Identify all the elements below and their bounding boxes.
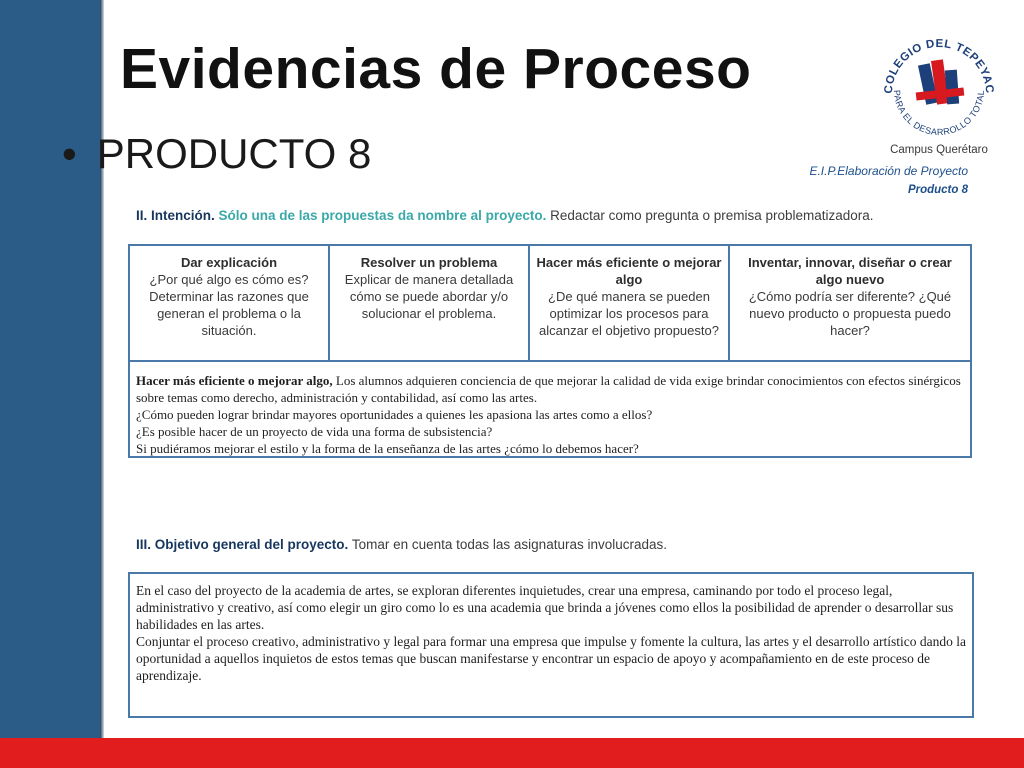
option-body: ¿Cómo podría ser diferente? ¿Qué nuevo producto o propuesta puedo hacer? <box>748 289 952 338</box>
bullet-item <box>62 130 371 178</box>
option-cell-improve <box>530 246 730 360</box>
side-band <box>0 0 100 738</box>
bottom-bar <box>0 738 1024 768</box>
option-body: Explicar de manera detallada cómo se puede abordar y/o solucionar el problema. <box>344 272 514 321</box>
campus-label: Campus Querétaro <box>890 144 988 156</box>
option-body: ¿De qué manera se pueden optimizar los procesos para alcanzar el objetivo propuesto? <box>539 289 719 338</box>
section-objective-instruction: Tomar en cuenta todas las asignaturas involucradas. <box>351 537 668 552</box>
option-cell-solve <box>330 246 530 360</box>
logo-emblem-icon <box>916 59 965 104</box>
option-heading: Dar explicación <box>180 255 278 270</box>
option-cell-explain <box>130 246 330 360</box>
section-intention-number: II. Intención. <box>136 208 215 223</box>
bullet-dot: • <box>62 130 77 177</box>
answer-lead: Hacer más eficiente o mejorar algo, <box>136 373 333 388</box>
project-name: E.I.P.Elaboración de Proyecto <box>809 164 968 178</box>
section-intention-heading <box>136 208 874 223</box>
section-objective-heading <box>136 537 667 552</box>
school-logo <box>878 28 1000 150</box>
bullet-text: PRODUCTO 8 <box>96 130 372 177</box>
option-body: ¿Por qué algo es cómo es? Determinar las razones que generan el problema o la situación. <box>149 272 309 338</box>
intention-options-row <box>130 246 970 362</box>
side-band-edge <box>100 0 104 738</box>
logo-name: COLEGIO DEL TEPEYAC <box>882 37 996 95</box>
intention-table <box>128 244 972 458</box>
answer-question: Si pudiéramos mejorar el estilo y la forma de la enseñanza de las artes ¿cómo lo debemos hacer? <box>136 441 639 456</box>
option-cell-invent <box>730 246 970 360</box>
option-heading: Inventar, innovar, diseñar o crear algo nuevo <box>748 255 952 287</box>
option-heading: Resolver un problema <box>360 255 498 270</box>
objective-box <box>128 572 974 718</box>
product-label: Producto 8 <box>907 184 968 196</box>
option-heading: Hacer más eficiente o mejorar algo <box>536 255 722 287</box>
section-intention-highlight: Sólo una de las propuestas da nombre al proyecto. <box>218 208 547 223</box>
answer-question: ¿Cómo pueden lograr brindar mayores oportunidades a quienes les apasiona las artes como a ellos? <box>136 407 653 422</box>
answer-text: Los alumnos adquieren conciencia de que mejorar la calidad de vida exige brindar conocimientos con efectos sinérgicos sobre temas como derecho, administración y contabilidad, así como las artes. <box>136 373 961 405</box>
section-objective-number: III. Objetivo general del proyecto. <box>136 537 349 552</box>
intention-answer <box>130 362 970 457</box>
answer-question: ¿Es posible hacer de un proyecto de vida una forma de subsistencia? <box>136 424 493 439</box>
section-intention-instruction: Redactar como pregunta o premisa problematizadora. <box>550 208 874 223</box>
objective-paragraph: En el caso del proyecto de la academia de artes, se exploran diferentes inquietudes, crear una empresa, caminando por todo el proceso legal, administrativo y creativo, así como elegir un giro como lo es una academia que brinda a jóvenes como ellos la posibilidad de aprender o desarrollar sus habilidades en las artes. <box>136 583 954 632</box>
answer-paragraph <box>136 372 964 406</box>
slide-title: Evidencias de Proceso <box>120 37 752 101</box>
objective-paragraph: Conjuntar el proceso creativo, administrativo y legal para formar una empresa que impulse y fomente la cultura, las artes y el desarrollo artístico dando la oportunidad a aquellos inquietos de estos temas que buscan manifestarse y encontrar un espacio de apoyo y acompañamiento en de este proceso de aprendizaje. <box>136 634 966 683</box>
logo-motto: PARA EL DESARROLLO TOTAL <box>891 89 987 138</box>
